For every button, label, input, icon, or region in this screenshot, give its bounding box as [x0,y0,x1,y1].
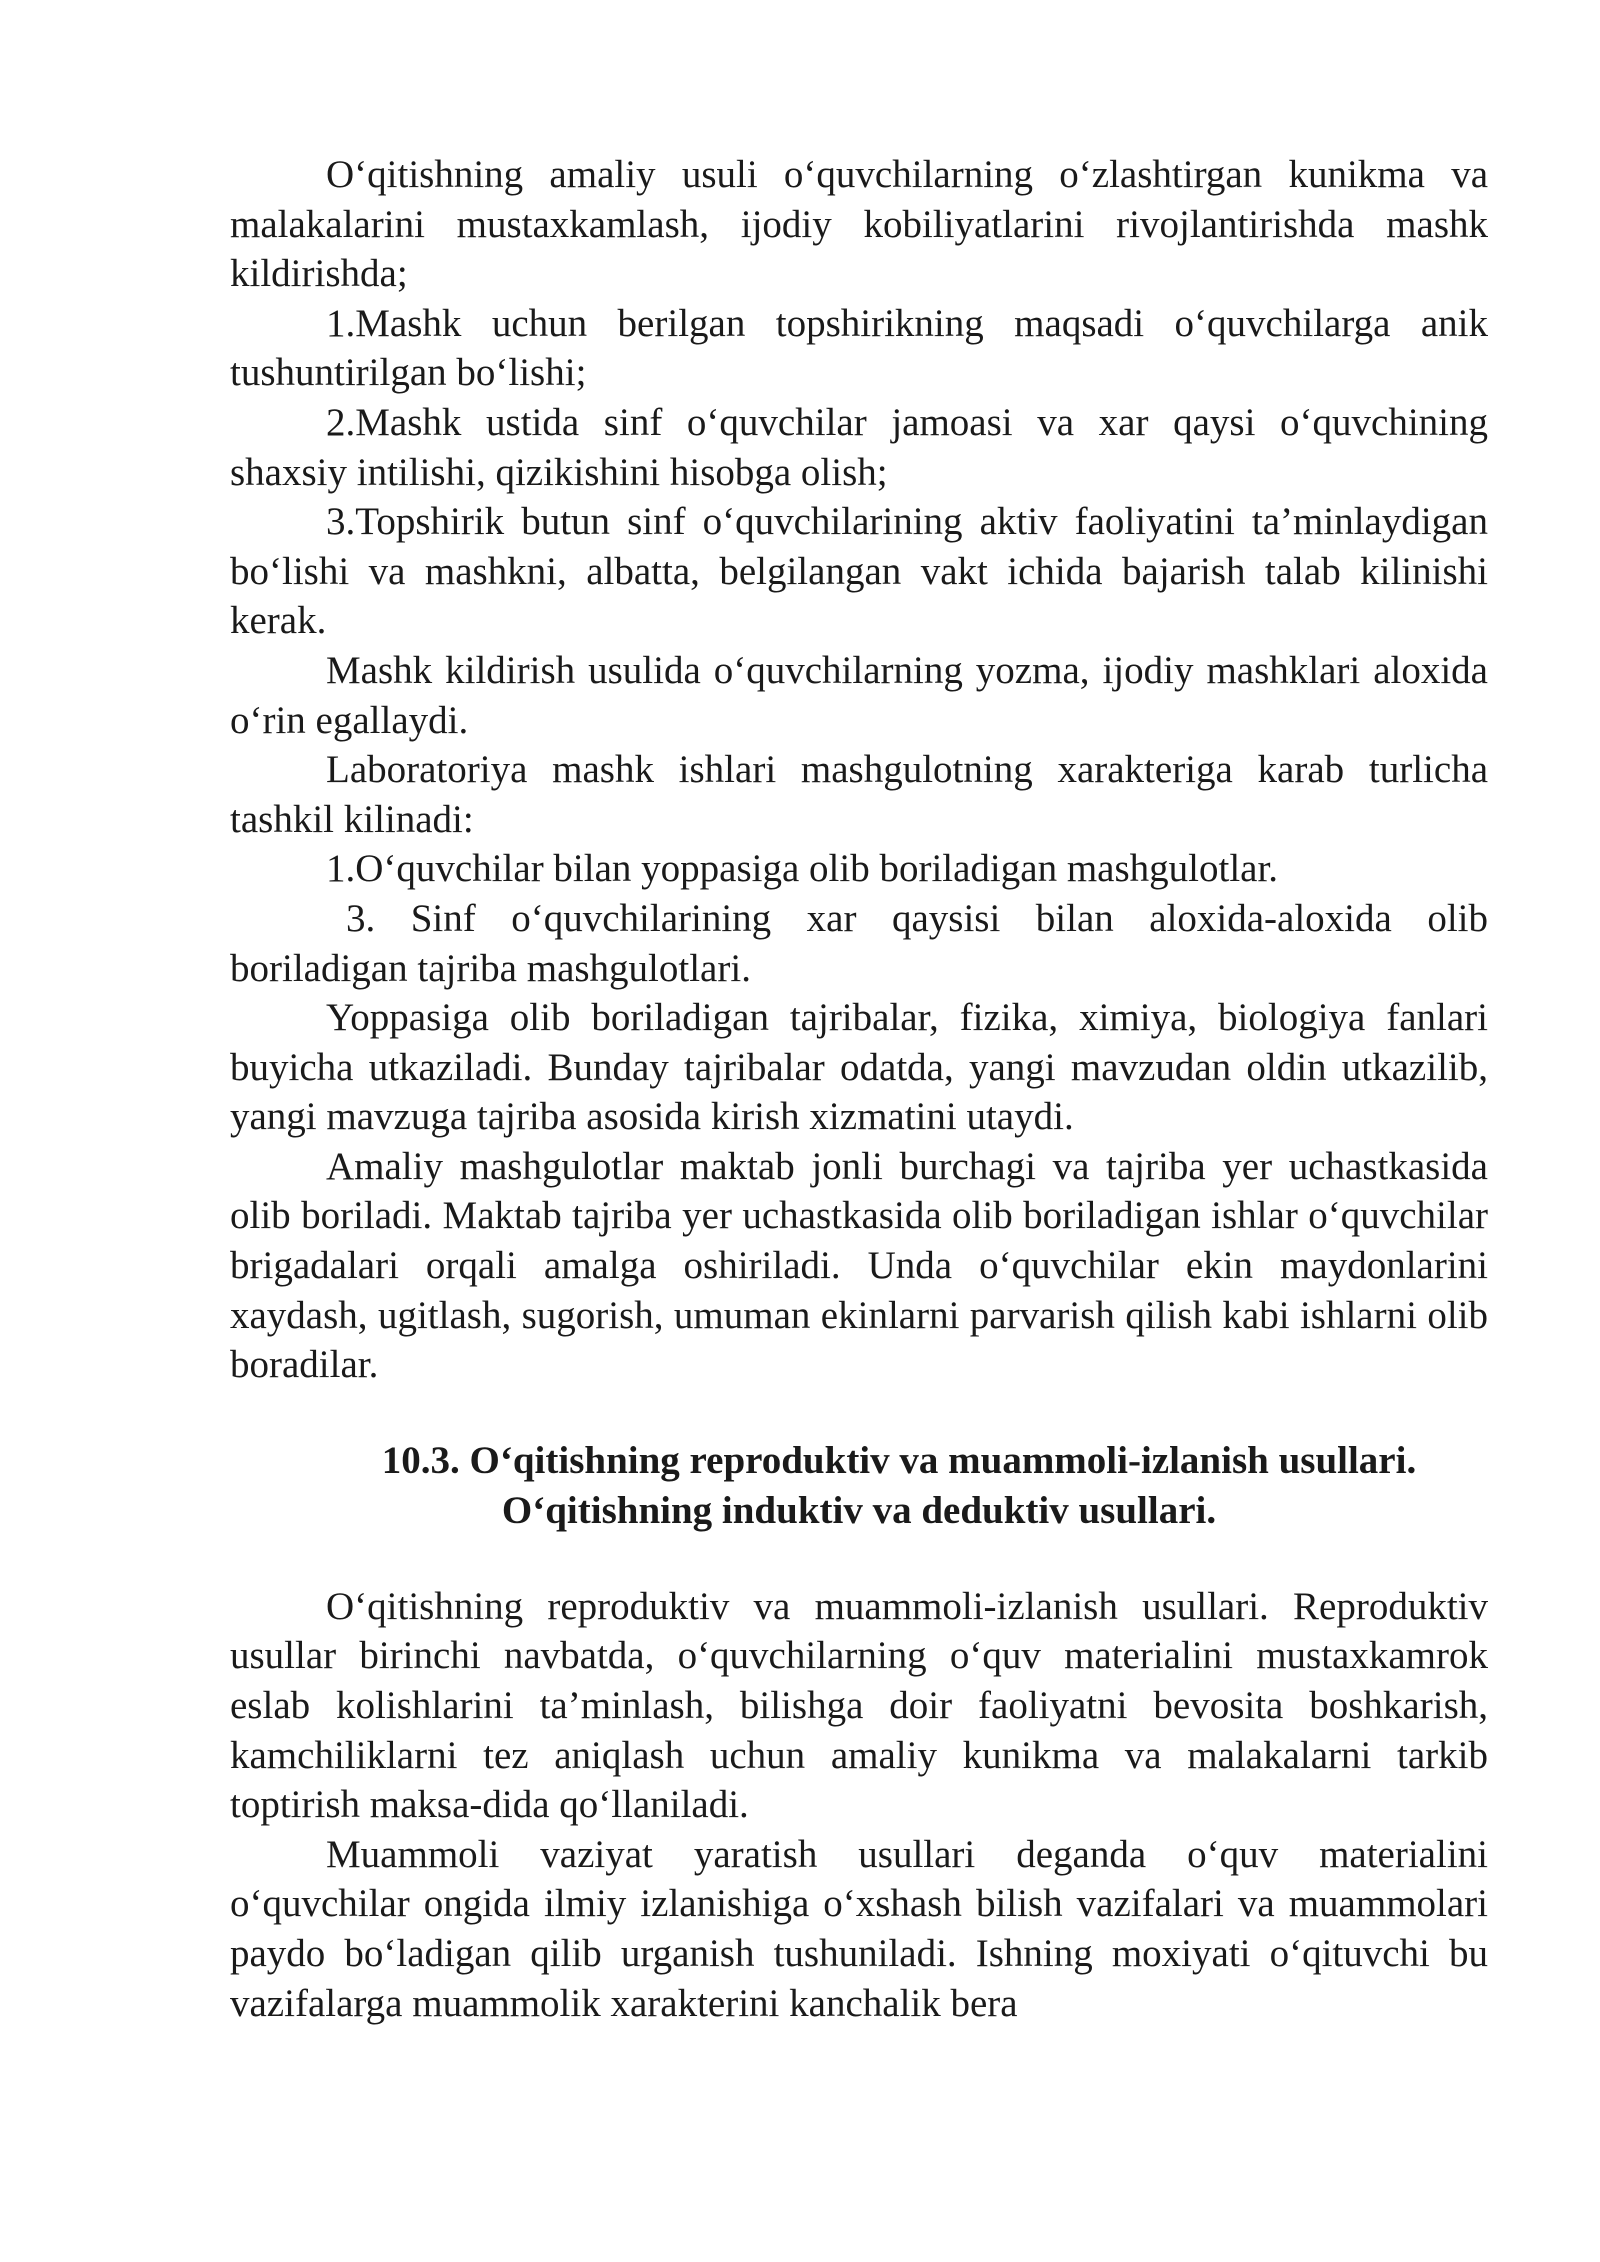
paragraph-lab-item-1: 1.O‘quvchilar bilan yoppasiga olib boriladigan mashgulotlar. [326,847,1279,891]
paragraph-written-exercises: Mashk kildirish usulida o‘quvchilarning yozma, ijodiy mashklari aloxida o‘rin egallaydi. [230,648,1488,742]
section-heading [230,1436,1488,1536]
section-heading-line-1: 10.3. O‘qitishning reproduktiv va muammoli-izlanish usullari. [381,1438,1417,1482]
paragraph-practical-sessions: Amaliy mashgulotlar maktab jonli burchagi va tajriba yer uchastkasida olib boriladi. Maktab tajriba yer uchastkasida olib boriladigan ishlar o‘quvchilar brigadalari orqali amalga oshiriladi. Unda o‘quvchilar ekin maydonlarini xaydash, ugitlash, sugorish, umuman ekinlarni parvarish qilish kabi ishlarni olib boradilar. [230,1144,1488,1387]
paragraph-reproductive-methods: O‘qitishning reproduktiv va muammoli-izlanish usullari. Reproduktiv usullar birinchi navbatda, o‘quvchilarning o‘quv materialini mustaxkamrok eslab kolishlarini ta’minlash, bilishga doir faoliyatni bevosita boshkarish, kamchiliklarni tez aniqlash uchun amaliy kunikma va malakalarni tarkib toptirish maksa-dida qo‘llaniladi. [230,1584,1488,1827]
paragraph-problem-situation: Muammoli vaziyat yaratish usullari deganda o‘quv materialini o‘quvchilar ongida ilmiy izlanishiga o‘xshash bilish vazifalari va muammolari paydo bo‘ladigan qilib urganish tushuniladi. Ishning moxiyati o‘qituvchi bu vazifalarga muammolik xarakterini kanchalik bera [230,1832,1488,2025]
section-heading-line-2: O‘qitishning induktiv va deduktiv usullari. [501,1488,1217,1532]
paragraph-list-item-2: 2.Mashk ustida sinf o‘quvchilar jamoasi va xar qaysi o‘quvchining shaxsiy intilishi, qizikishini hisobga olish; [230,400,1488,494]
paragraph-laboratory: Laboratoriya mashk ishlari mashgulotning xarakteriga karab turlicha tashkil kilinadi: [230,748,1488,841]
paragraph-mass-experiments: Yoppasiga olib boriladigan tajribalar, fizika, ximiya, biologiya fanlari buyicha utkaziladi. Bunday tajribalar odatda, yangi mavzudan oldin utkazilib, yangi mavzuga tajriba asosida kirish xizmatini utaydi. [230,996,1488,1139]
paragraph-list-item-3: 3.Topshirik butun sinf o‘quvchilarining aktiv faoliyatini ta’minlaydigan bo‘lishi va mashkni, albatta, belgilangan vakt ichida bajarish talab kilinishi kerak. [230,500,1488,643]
paragraph-list-item-1: 1.Mashk uchun berilgan topshirikning maqsadi o‘quvchilarga anik tushuntirilgan bo‘lishi; [230,301,1488,395]
document-page [230,150,1488,2028]
paragraph-lab-item-3: 3. Sinf o‘quvchilarining xar qaysisi bilan aloxida-aloxida olib boriladigan tajriba mashgulotlari. [230,896,1488,990]
paragraph-practical-method: O‘qitishning amaliy usuli o‘quvchilarning o‘zlashtirgan kunikma va malakalarini mustaxkamlash, ijodiy kobiliyatlarini rivojlantirishda mashk kildirishda; [230,153,1488,296]
